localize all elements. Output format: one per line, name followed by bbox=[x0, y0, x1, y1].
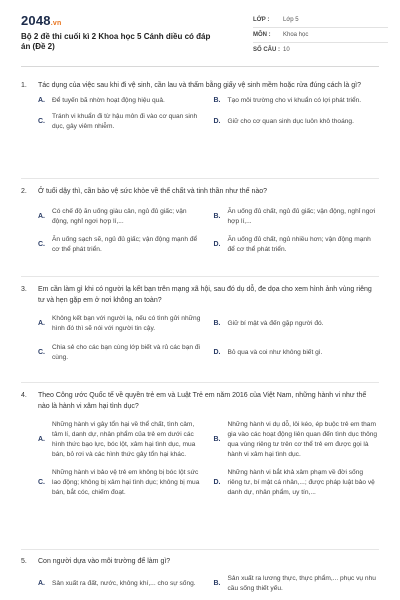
option-text: Giữ bí mật và đến gặp người đó. bbox=[227, 320, 324, 327]
logo-suffix: .vn bbox=[50, 20, 62, 27]
option-c[interactable] bbox=[38, 343, 204, 363]
option-text: Những hành vi bắt khả xâm phạm về đời sống riêng tư, bí mật cá nhân,...; được pháp luật bảo vệ danh dự, nhân phẩm, uy tín,... bbox=[227, 469, 375, 496]
option-letter: B. bbox=[213, 97, 221, 104]
option-text: Ăn uống đủ chất, ngủ nhiều hơn; vận động mạnh để cơ thể phát triển. bbox=[227, 236, 371, 253]
option-a[interactable] bbox=[38, 96, 204, 106]
question-number: 1. bbox=[21, 82, 27, 89]
option-letter: B. bbox=[213, 320, 221, 327]
option-a[interactable] bbox=[38, 207, 204, 227]
meta-row-class bbox=[253, 13, 388, 28]
options-grid bbox=[21, 574, 379, 594]
option-d[interactable] bbox=[214, 235, 380, 255]
option-text: Tránh vi khuẩn đi từ hậu môn đi vào cơ quan sinh dục, gây viêm nhiễm. bbox=[52, 113, 198, 130]
meta-key: MÔN : bbox=[253, 32, 271, 38]
option-b[interactable] bbox=[214, 314, 380, 334]
option-letter: D. bbox=[213, 349, 221, 356]
meta-row-count bbox=[253, 43, 388, 57]
option-text: Sản xuất ra đất, nước, không khí,... cho sự sống. bbox=[52, 580, 196, 587]
question-number: 4. bbox=[21, 392, 27, 399]
option-text: Những hành vi gây tổn hại về thể chất, tình cảm, tâm lí, danh dự, nhân phẩm của trẻ em dưới các hình thức bạo lực, bóc lột, xâm hại tình dục, mua bán, bỏ rơi và các hình thức gây tổn hại khác. bbox=[52, 421, 196, 458]
meta-value: Lớp 5 bbox=[283, 17, 299, 23]
question-text: Con người dựa vào môi trường để làm gì? bbox=[38, 558, 171, 565]
question-text: Ở tuổi dậy thì, cần bảo vệ sức khỏe về thể chất và tinh thần như thế nào? bbox=[38, 188, 268, 195]
question-stem bbox=[21, 80, 379, 91]
meta-value: Khoa học bbox=[283, 32, 309, 38]
option-text: Sản xuất ra lương thực, thực phẩm,... phục vụ nhu cầu sống thiết yếu. bbox=[227, 575, 376, 592]
option-letter: D. bbox=[213, 479, 221, 486]
option-b[interactable] bbox=[214, 420, 380, 460]
option-b[interactable] bbox=[214, 574, 380, 594]
option-text: Những hành vi bảo vệ trẻ em không bị bóc lột sức lao động; không bị xâm hại tình dục; không bị mua bán, bắt cóc, chiếm đoạt. bbox=[52, 469, 200, 496]
option-letter: B. bbox=[213, 580, 221, 587]
question-2 bbox=[21, 186, 379, 255]
option-c[interactable] bbox=[38, 468, 204, 498]
option-c[interactable] bbox=[38, 112, 204, 132]
options-grid bbox=[21, 207, 379, 255]
option-letter: A. bbox=[38, 580, 45, 587]
question-divider bbox=[21, 276, 379, 277]
option-a[interactable] bbox=[38, 420, 204, 460]
question-number: 2. bbox=[21, 188, 27, 195]
option-text: Chia sẻ cho các bạn cùng lớp biết và rủ các bạn đi cùng. bbox=[52, 344, 201, 361]
meta-key: LỚP : bbox=[253, 17, 270, 23]
site-logo[interactable] bbox=[21, 13, 61, 28]
option-text: Bỏ qua và coi như không biết gì. bbox=[227, 349, 323, 356]
option-letter: B. bbox=[213, 436, 221, 443]
question-number: 3. bbox=[21, 286, 27, 293]
option-text: Ăn uống sạch sẽ, ngủ đủ giấc; vận động mạnh để cơ thể phát triển. bbox=[52, 236, 198, 253]
option-d[interactable] bbox=[214, 112, 380, 132]
question-text: Theo Công ước Quốc tế về quyền trẻ em và Luật Trẻ em năm 2016 của Việt Nam, những hành vi như thế nào là hành vi xâm hại tình dục? bbox=[38, 392, 367, 410]
question-4 bbox=[21, 390, 379, 498]
option-letter: B. bbox=[213, 213, 221, 220]
option-text: Có chế độ ăn uống giàu cân, ngủ đủ giấc; vận động, nghỉ ngơi hợp lí,... bbox=[52, 208, 187, 225]
option-b[interactable] bbox=[214, 96, 380, 106]
document-title: Bộ 2 đề thi cuối kì 2 Khoa học 5 Cánh diều có đáp án (Đề 2) bbox=[21, 32, 211, 51]
option-letter: D. bbox=[213, 118, 221, 125]
option-text: Những hành vi dụ dỗ, lôi kéo, ép buộc trẻ em tham gia vào các hoạt động liên quan đến tình dục thông qua vùng riêng tư trên cơ thể trẻ em được gọi là hành vi xâm hại tình dục. bbox=[227, 421, 378, 458]
question-3 bbox=[21, 284, 379, 363]
option-letter: A. bbox=[38, 320, 45, 327]
option-text: Để tuyến bã nhờn hoạt động hiệu quả. bbox=[52, 97, 165, 104]
header-divider bbox=[21, 66, 379, 67]
option-letter: C. bbox=[38, 241, 45, 248]
option-b[interactable] bbox=[214, 207, 380, 227]
question-number: 5. bbox=[21, 558, 27, 565]
question-5 bbox=[21, 556, 379, 594]
meta-row-subject bbox=[253, 28, 388, 43]
options-grid bbox=[21, 96, 379, 132]
question-text: Tác dụng của việc sau khi đi vệ sinh, cần lau và thấm bằng giấy vệ sinh mềm hoặc rửa đúng cách là gì? bbox=[38, 82, 361, 89]
question-text: Em cần làm gì khi có người lạ kết bạn trên mạng xã hội, sau đó dụ dỗ, đe dọa cho xem hình ảnh vùng riêng tư và hẹn gặp em ở nơi không an toàn? bbox=[38, 286, 372, 304]
option-letter: C. bbox=[38, 479, 45, 486]
question-stem bbox=[21, 284, 379, 306]
question-divider bbox=[21, 549, 379, 550]
option-letter: C. bbox=[38, 118, 45, 125]
logo-brand: 2048 bbox=[21, 13, 51, 28]
option-a[interactable] bbox=[38, 314, 204, 334]
meta-key: SỐ CÂU : bbox=[253, 47, 280, 53]
option-letter: A. bbox=[38, 436, 45, 443]
option-letter: C. bbox=[38, 349, 45, 356]
option-text: Giữ cho cơ quan sinh dục luôn khô thoáng. bbox=[227, 118, 354, 125]
option-d[interactable] bbox=[214, 343, 380, 363]
question-stem bbox=[21, 186, 379, 197]
question-divider bbox=[21, 178, 379, 179]
question-1 bbox=[21, 80, 379, 132]
option-a[interactable] bbox=[38, 574, 204, 594]
meta-value: 10 bbox=[283, 47, 290, 53]
options-grid bbox=[21, 420, 379, 498]
option-c[interactable] bbox=[38, 235, 204, 255]
option-letter: A. bbox=[38, 97, 45, 104]
options-grid bbox=[21, 314, 379, 363]
option-letter: A. bbox=[38, 213, 45, 220]
question-stem bbox=[21, 390, 379, 412]
option-text: Ăn uống đủ chất, ngủ đủ giấc; vận động, nghỉ ngơi hợp lí,... bbox=[227, 208, 376, 225]
option-d[interactable] bbox=[214, 468, 380, 498]
meta-table bbox=[253, 13, 388, 57]
question-stem bbox=[21, 556, 379, 567]
option-text: Không kết bạn với người lạ, nếu có tình gửi những hình đó thì sẽ nói với người tin cậy. bbox=[52, 315, 201, 332]
question-divider bbox=[21, 382, 379, 383]
option-letter: D. bbox=[213, 241, 221, 248]
option-text: Tạo môi trường cho vi khuẩn có lợi phát triển. bbox=[227, 97, 362, 104]
